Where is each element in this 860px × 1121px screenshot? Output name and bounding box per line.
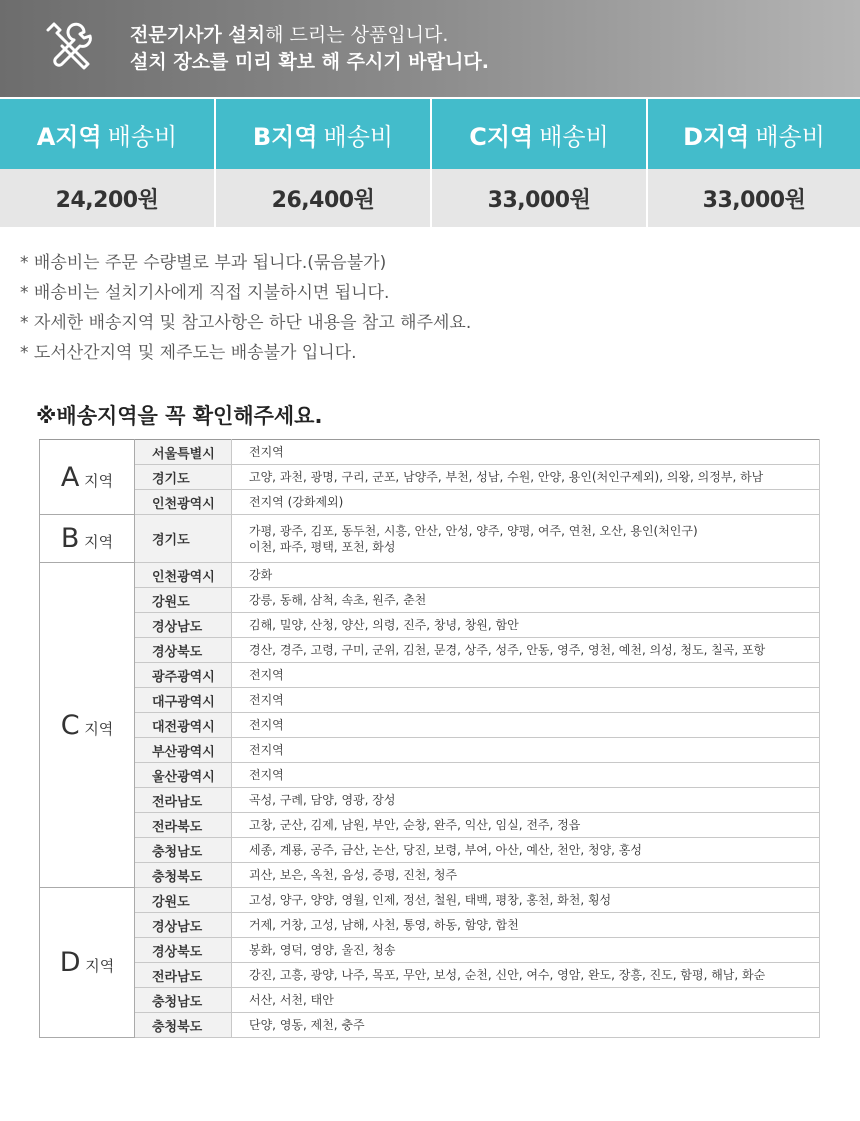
region-cities bbox=[232, 613, 820, 638]
region-name: 전라북도 bbox=[135, 813, 232, 838]
region-cities bbox=[232, 938, 820, 963]
delivery-zone-table bbox=[39, 439, 820, 1038]
cities-line: 고창, 군산, 김제, 남원, 부안, 순창, 완주, 익산, 임실, 전주, 정읍 bbox=[249, 818, 581, 832]
cities-line: 전지역 bbox=[249, 693, 284, 707]
table-row bbox=[40, 440, 820, 465]
region-cities bbox=[232, 738, 820, 763]
cities-line: 경산, 경주, 고령, 구미, 군위, 김천, 문경, 상주, 성주, 안동, 영주, 영천, 예천, 의성, 청도, 칠곡, 포항 bbox=[249, 643, 766, 657]
note-item: * 도서산간지역 및 제주도는 배송불가 입니다. bbox=[20, 343, 357, 363]
table-row bbox=[40, 963, 820, 988]
table-row bbox=[40, 763, 820, 788]
region-cities bbox=[232, 838, 820, 863]
region-name: 충청북도 bbox=[135, 1013, 232, 1038]
region-name: 경상북도 bbox=[135, 938, 232, 963]
region-cities bbox=[232, 963, 820, 988]
zone-suffix: 지역 bbox=[80, 957, 115, 975]
fee-header-b: B지역 배송비 bbox=[216, 97, 430, 169]
note-item: * 자세한 배송지역 및 참고사항은 하단 내용을 참고 해주세요. bbox=[20, 313, 472, 333]
cities-line: 전지역 bbox=[249, 743, 284, 757]
note-item: * 배송비는 주문 수량별로 부과 됩니다.(묶음불가) bbox=[20, 253, 387, 273]
table-row bbox=[40, 563, 820, 588]
region-cities bbox=[232, 988, 820, 1013]
table-row bbox=[40, 788, 820, 813]
region-cities bbox=[232, 490, 820, 515]
table-row bbox=[40, 738, 820, 763]
banner-line-2: 설치 장소를 미리 확보 해 주시기 바랍니다. bbox=[130, 51, 489, 73]
table-row bbox=[40, 688, 820, 713]
table-row bbox=[40, 713, 820, 738]
table-row bbox=[40, 838, 820, 863]
zone-label bbox=[40, 515, 135, 563]
cities-line: 전지역 bbox=[249, 718, 284, 732]
fee-price-c: 33,000원 bbox=[432, 169, 646, 227]
region-name: 울산광역시 bbox=[135, 763, 232, 788]
region-name: 충청남도 bbox=[135, 988, 232, 1013]
region-name: 강원도 bbox=[135, 588, 232, 613]
table-row bbox=[40, 638, 820, 663]
table-row bbox=[40, 588, 820, 613]
cities-line: 거제, 거창, 고성, 남해, 사천, 통영, 하동, 함양, 합천 bbox=[249, 918, 519, 932]
table-row bbox=[40, 613, 820, 638]
region-cities bbox=[232, 688, 820, 713]
table-row bbox=[40, 515, 820, 563]
region-cities bbox=[232, 788, 820, 813]
region-name: 경기도 bbox=[135, 465, 232, 490]
note-item: * 배송비는 설치기사에게 직접 지불하시면 됩니다. bbox=[20, 283, 390, 303]
cities-line: 강화 bbox=[249, 568, 273, 582]
shipping-notes bbox=[20, 248, 471, 368]
region-name: 부산광역시 bbox=[135, 738, 232, 763]
fee-header-d: D지역 배송비 bbox=[648, 97, 860, 169]
cities-line: 가평, 광주, 김포, 동두천, 시흥, 안산, 안성, 양주, 양평, 여주, 연천, 오산, 용인(처인구) bbox=[249, 523, 698, 538]
cities-line: 곡성, 구례, 담양, 영광, 장성 bbox=[249, 793, 396, 807]
fee-header-a: A지역 배송비 bbox=[0, 97, 214, 169]
table-row bbox=[40, 938, 820, 963]
region-name: 경상남도 bbox=[135, 913, 232, 938]
region-cities bbox=[232, 638, 820, 663]
fee-price-b: 26,400원 bbox=[216, 169, 430, 227]
region-cities bbox=[232, 563, 820, 588]
zone-letter: D bbox=[59, 947, 81, 978]
table-row bbox=[40, 813, 820, 838]
fee-price-a: 24,200원 bbox=[0, 169, 214, 227]
cities-line: 서산, 서천, 태안 bbox=[249, 993, 334, 1007]
region-cities bbox=[232, 813, 820, 838]
region-name: 인천광역시 bbox=[135, 490, 232, 515]
table-row bbox=[40, 988, 820, 1013]
region-name: 강원도 bbox=[135, 888, 232, 913]
cities-line: 봉화, 영덕, 영양, 울진, 청송 bbox=[249, 943, 396, 957]
region-cities bbox=[232, 440, 820, 465]
zone-suffix: 지역 bbox=[79, 533, 114, 551]
region-name: 전라남도 bbox=[135, 788, 232, 813]
fee-header-c: C지역 배송비 bbox=[432, 97, 646, 169]
banner-line-1: 전문기사가 설치해 드리는 상품입니다. bbox=[130, 24, 449, 46]
region-name: 인천광역시 bbox=[135, 563, 232, 588]
zone-label bbox=[40, 888, 135, 1038]
region-name: 서울특별시 bbox=[135, 440, 232, 465]
zone-letter: C bbox=[60, 709, 80, 741]
region-cities bbox=[232, 663, 820, 688]
area-title: ※배송지역을 꼭 확인해주세요. bbox=[36, 404, 323, 428]
region-cities bbox=[232, 465, 820, 490]
zone-suffix: 지역 bbox=[79, 719, 114, 738]
region-cities bbox=[232, 713, 820, 738]
cities-line: 단양, 영동, 제천, 충주 bbox=[249, 1018, 365, 1032]
table-row bbox=[40, 913, 820, 938]
region-name: 광주광역시 bbox=[135, 663, 232, 688]
region-name: 대구광역시 bbox=[135, 688, 232, 713]
install-notice-banner bbox=[0, 0, 860, 97]
cities-line: 전지역 bbox=[249, 768, 284, 782]
region-cities bbox=[232, 588, 820, 613]
region-name: 대전광역시 bbox=[135, 713, 232, 738]
region-cities bbox=[232, 913, 820, 938]
region-name: 경기도 bbox=[135, 515, 232, 563]
cities-line: 전지역 bbox=[249, 445, 284, 459]
region-name: 충청남도 bbox=[135, 838, 232, 863]
region-name: 경상북도 bbox=[135, 638, 232, 663]
cities-line: 고양, 과천, 광명, 구리, 군포, 남양주, 부천, 성남, 수원, 안양, 용인(처인구제외), 의왕, 의정부, 하남 bbox=[249, 470, 764, 484]
table-row bbox=[40, 490, 820, 515]
cities-line: 강진, 고흥, 광양, 나주, 목포, 무안, 보성, 순천, 신안, 여수, 영암, 완도, 장흥, 진도, 함평, 해남, 화순 bbox=[249, 968, 766, 982]
region-cities bbox=[232, 763, 820, 788]
cities-line: 전지역 bbox=[249, 668, 284, 682]
zone-label bbox=[40, 440, 135, 515]
cities-line: 전지역 (강화제외) bbox=[249, 495, 344, 509]
zone-letter: A bbox=[60, 461, 80, 493]
cities-line: 고성, 양구, 양양, 영월, 인제, 정선, 철원, 태백, 평창, 홍천, 화천, 횡성 bbox=[249, 893, 612, 907]
region-cities bbox=[232, 1013, 820, 1038]
cities-line: 괴산, 보은, 옥천, 음성, 증평, 진천, 청주 bbox=[249, 868, 458, 882]
zone-letter: B bbox=[60, 523, 80, 554]
shipping-fee-table bbox=[0, 97, 860, 227]
region-name: 충청북도 bbox=[135, 863, 232, 888]
region-name: 경상남도 bbox=[135, 613, 232, 638]
table-row bbox=[40, 888, 820, 913]
region-cities bbox=[232, 863, 820, 888]
region-cities bbox=[232, 888, 820, 913]
region-cities bbox=[232, 515, 820, 563]
cities-line: 세종, 계룡, 공주, 금산, 논산, 당진, 보령, 부여, 아산, 예산, 천안, 청양, 홍성 bbox=[249, 843, 642, 857]
zone-suffix: 지역 bbox=[79, 471, 114, 490]
cities-line: 이천, 파주, 평택, 포천, 화성 bbox=[249, 539, 396, 554]
table-row bbox=[40, 1013, 820, 1038]
wrench-icon bbox=[40, 18, 98, 76]
table-row bbox=[40, 663, 820, 688]
table-row bbox=[40, 465, 820, 490]
zone-label bbox=[40, 563, 135, 888]
cities-line: 김해, 밀양, 산청, 양산, 의령, 진주, 창녕, 창원, 함안 bbox=[249, 618, 519, 632]
fee-price-d: 33,000원 bbox=[648, 169, 860, 227]
table-row bbox=[40, 863, 820, 888]
cities-line: 강릉, 동해, 삼척, 속초, 원주, 춘천 bbox=[249, 593, 427, 607]
region-name: 전라남도 bbox=[135, 963, 232, 988]
